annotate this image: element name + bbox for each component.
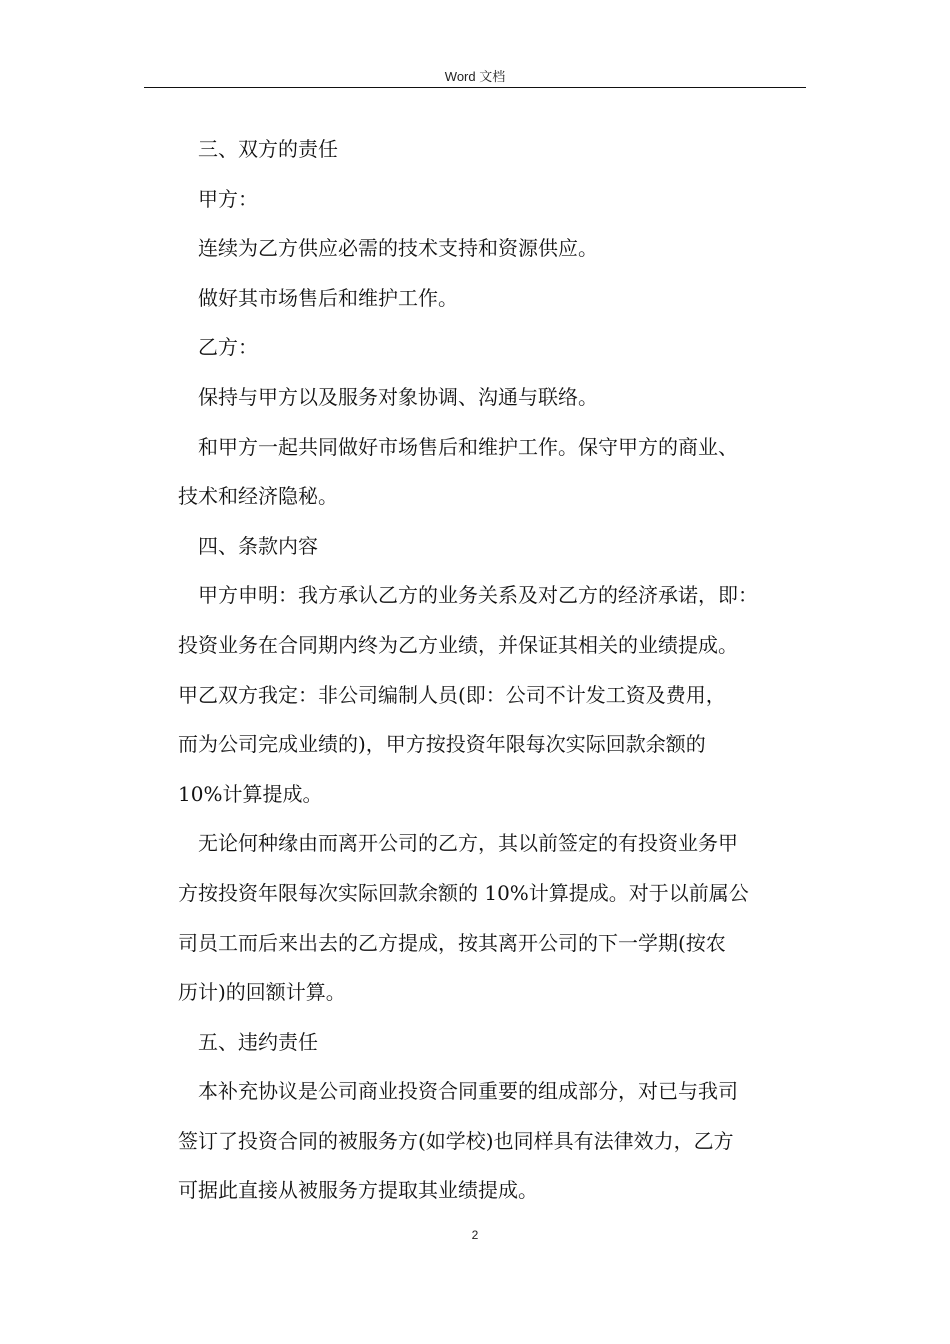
- header-divider: [144, 87, 806, 88]
- paragraph-line: 连续为乙方供应必需的技术支持和资源供应。: [198, 236, 598, 261]
- paragraph-line: 和甲方一起共同做好市场售后和维护工作。保守甲方的商业、: [198, 434, 738, 459]
- paragraph-line: 甲乙双方我定：非公司编制人员(即：公司不计发工资及费用，: [178, 682, 726, 707]
- paragraph-line: 历计)的回额计算。: [178, 980, 346, 1005]
- paragraph-line: 甲方：: [198, 186, 258, 211]
- document-body: [178, 125, 818, 1216]
- paragraph-line: 司员工而后来出去的乙方提成，按其离开公司的下一学期(按农: [178, 930, 726, 955]
- page-header-label: Word 文档: [444, 69, 506, 84]
- paragraph-line: 四、条款内容: [198, 533, 318, 558]
- paragraph-line: 技术和经济隐秘。: [178, 484, 338, 509]
- paragraph: [178, 175, 818, 225]
- paragraph: [178, 1067, 818, 1216]
- page-number: 2: [471, 1228, 479, 1242]
- paragraph: [178, 819, 818, 1017]
- paragraph: [178, 125, 818, 175]
- paragraph-line: 乙方：: [198, 335, 258, 360]
- paragraph-line: 可据此直接从被服务方提取其业绩提成。: [178, 1178, 538, 1203]
- paragraph-line: 五、违约责任: [198, 1029, 318, 1054]
- paragraph-line: 10%计算提成。: [178, 781, 323, 806]
- paragraph: [178, 571, 818, 819]
- paragraph-line: 做好其市场售后和维护工作。: [198, 285, 458, 310]
- paragraph: [178, 274, 818, 324]
- paragraph-line: 保持与甲方以及服务对象协调、沟通与联络。: [198, 384, 598, 409]
- paragraph: [178, 373, 818, 423]
- paragraph: [178, 1018, 818, 1068]
- paragraph-line: 本补充协议是公司商业投资合同重要的组成部分，对已与我司: [198, 1079, 738, 1104]
- paragraph: [178, 323, 818, 373]
- paragraph-line: 投资业务在合同期内终为乙方业绩，并保证其相关的业绩提成。: [178, 632, 738, 657]
- paragraph-line: 三、双方的责任: [198, 137, 338, 161]
- paragraph: [178, 423, 818, 522]
- paragraph-line: 而为公司完成业绩的)，甲方按投资年限每次实际回款余额的: [178, 732, 706, 757]
- paragraph-line: 无论何种缘由而离开公司的乙方，其以前签定的有投资业务甲: [198, 831, 738, 856]
- paragraph: [178, 522, 818, 572]
- paragraph-line: 方按投资年限每次实际回款余额的 10%计算提成。对于以前属公: [178, 880, 749, 905]
- paragraph-line: 甲方申明：我方承认乙方的业务关系及对乙方的经济承诺，即：: [198, 583, 758, 608]
- paragraph-line: 签订了投资合同的被服务方(如学校)也同样具有法律效力，乙方: [178, 1128, 734, 1153]
- paragraph: [178, 224, 818, 274]
